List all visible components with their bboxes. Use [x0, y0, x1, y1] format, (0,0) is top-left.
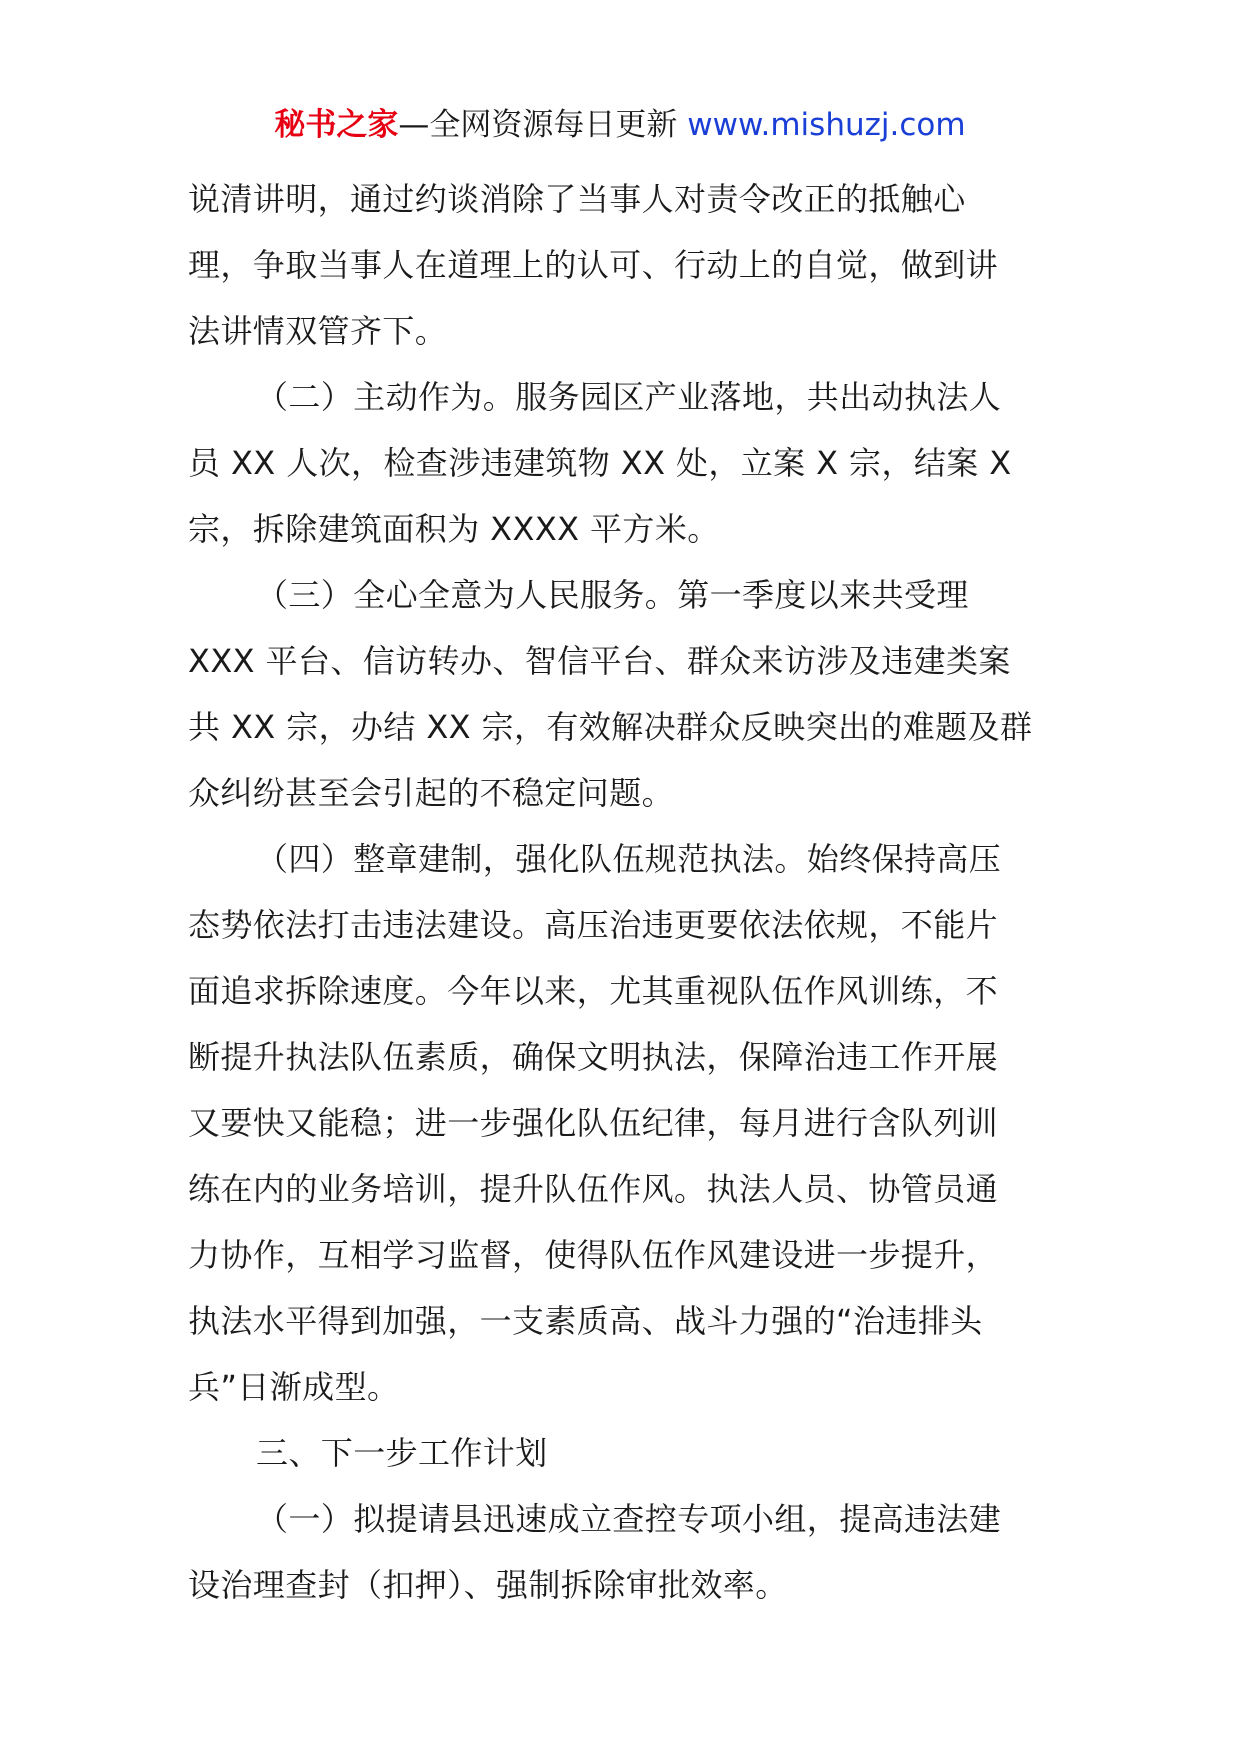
text-line: 法讲情双管齐下。: [188, 312, 448, 350]
site-header: [0, 103, 1240, 147]
text-line: XXX 平台、信访转办、智信平台、群众来访涉及违建类案: [188, 642, 1011, 680]
brand-name: 秘书之家: [274, 107, 399, 143]
site-url-link[interactable]: www.mishuzj.com: [687, 107, 966, 143]
text-line: 说清讲明，通过约谈消除了当事人对责令改正的抵触心: [188, 180, 966, 218]
paragraph-start-line: （四）整章建制，强化队伍规范执法。始终保持高压: [256, 840, 1002, 878]
section-heading: 三、下一步工作计划: [256, 1434, 548, 1472]
text-line: 设治理查封（扣押）、强制拆除审批效率。: [188, 1566, 788, 1604]
header-tagline: —全网资源每日更新: [398, 107, 678, 143]
text-line: 宗，拆除建筑面积为 XXXX 平方米。: [188, 510, 720, 548]
document-body: [188, 166, 1044, 1618]
text-line: 练在内的业务培训，提升队伍作风。执法人员、协管员通: [188, 1170, 999, 1208]
text-line: 执法水平得到加强，一支素质高、战斗力强的“治违排头: [188, 1302, 983, 1340]
text-line: 共 XX 宗，办结 XX 宗，有效解决群众反映突出的难题及群: [188, 708, 1033, 746]
text-line: 员 XX 人次，检查涉违建筑物 XX 处，立案 X 宗，结案 X: [188, 444, 1012, 482]
text-line: 断提升执法队伍素质，确保文明执法，保障治违工作开展: [188, 1038, 999, 1076]
text-line: 态势依法打击违法建设。高压治违更要依法依规，不能片: [188, 906, 999, 944]
text-line: 力协作，互相学习监督，使得队伍作风建设进一步提升，: [188, 1236, 999, 1274]
paragraph-start-line: （三）全心全意为人民服务。第一季度以来共受理: [256, 576, 969, 614]
paragraph-start-line: （二）主动作为。服务园区产业落地，共出动执法人: [256, 378, 1002, 416]
text-line: 理，争取当事人在道理上的认可、行动上的自觉，做到讲: [188, 246, 999, 284]
text-line: 面追求拆除速度。今年以来，尤其重视队伍作风训练，不: [188, 972, 999, 1010]
text-line: 兵”日渐成型。: [188, 1368, 400, 1406]
text-line: 众纠纷甚至会引起的不稳定问题。: [188, 774, 675, 812]
text-line: 又要快又能稳；进一步强化队伍纪律，每月进行含队列训: [188, 1104, 999, 1142]
paragraph-start-line: （一）拟提请县迅速成立查控专项小组，提高违法建: [256, 1500, 1002, 1538]
